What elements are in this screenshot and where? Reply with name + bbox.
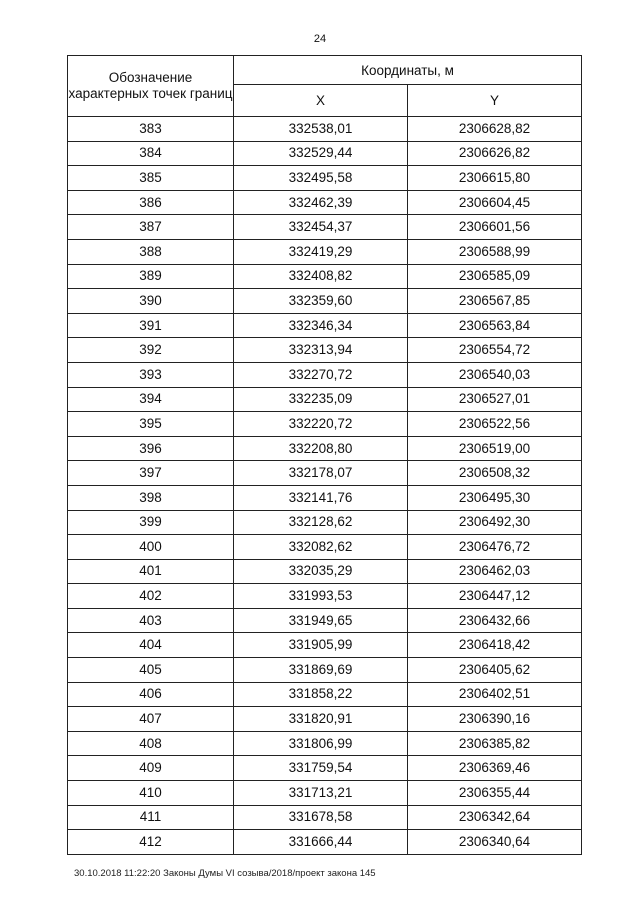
y-cell: 2306342,64 bbox=[408, 805, 582, 830]
table-row bbox=[68, 805, 582, 830]
x-cell: 332220,72 bbox=[234, 412, 408, 437]
point-cell: 391 bbox=[68, 313, 234, 338]
y-cell: 2306554,72 bbox=[408, 338, 582, 363]
point-cell: 412 bbox=[68, 830, 234, 855]
y-cell: 2306527,01 bbox=[408, 387, 582, 412]
table-row bbox=[68, 485, 582, 510]
point-cell: 398 bbox=[68, 485, 234, 510]
point-cell: 400 bbox=[68, 535, 234, 560]
table-row bbox=[68, 559, 582, 584]
table-row bbox=[68, 707, 582, 732]
table-row bbox=[68, 633, 582, 658]
point-cell: 407 bbox=[68, 707, 234, 732]
y-cell: 2306476,72 bbox=[408, 535, 582, 560]
table-row bbox=[68, 141, 582, 166]
y-cell: 2306519,00 bbox=[408, 436, 582, 461]
x-cell: 332178,07 bbox=[234, 461, 408, 486]
table-row bbox=[68, 658, 582, 683]
table-row bbox=[68, 190, 582, 215]
point-cell: 386 bbox=[68, 190, 234, 215]
x-cell: 331678,58 bbox=[234, 805, 408, 830]
y-cell: 2306462,03 bbox=[408, 559, 582, 584]
y-cell: 2306588,99 bbox=[408, 239, 582, 264]
table-row bbox=[68, 436, 582, 461]
point-cell: 389 bbox=[68, 264, 234, 289]
point-cell: 387 bbox=[68, 215, 234, 240]
y-cell: 2306418,42 bbox=[408, 633, 582, 658]
table-row bbox=[68, 313, 582, 338]
x-cell: 332141,76 bbox=[234, 485, 408, 510]
x-cell: 331869,69 bbox=[234, 658, 408, 683]
table-row bbox=[68, 756, 582, 781]
point-cell: 396 bbox=[68, 436, 234, 461]
point-cell: 388 bbox=[68, 239, 234, 264]
y-cell: 2306567,85 bbox=[408, 289, 582, 314]
point-cell: 405 bbox=[68, 658, 234, 683]
point-cell: 395 bbox=[68, 412, 234, 437]
x-cell: 332082,62 bbox=[234, 535, 408, 560]
table-row bbox=[68, 387, 582, 412]
table-row bbox=[68, 362, 582, 387]
y-cell: 2306540,03 bbox=[408, 362, 582, 387]
point-cell: 406 bbox=[68, 682, 234, 707]
point-cell: 384 bbox=[68, 141, 234, 166]
y-cell: 2306585,09 bbox=[408, 264, 582, 289]
page-number: 24 bbox=[313, 33, 327, 45]
table-row bbox=[68, 535, 582, 560]
x-cell: 332495,58 bbox=[234, 166, 408, 191]
x-cell: 331820,91 bbox=[234, 707, 408, 732]
x-cell: 331759,54 bbox=[234, 756, 408, 781]
table-row bbox=[68, 412, 582, 437]
point-cell: 397 bbox=[68, 461, 234, 486]
x-cell: 332359,60 bbox=[234, 289, 408, 314]
point-cell: 409 bbox=[68, 756, 234, 781]
y-cell: 2306492,30 bbox=[408, 510, 582, 535]
point-cell: 399 bbox=[68, 510, 234, 535]
table-row bbox=[68, 239, 582, 264]
x-cell: 332313,94 bbox=[234, 338, 408, 363]
table-row bbox=[68, 461, 582, 486]
point-cell: 402 bbox=[68, 584, 234, 609]
y-cell: 2306604,45 bbox=[408, 190, 582, 215]
x-cell: 332270,72 bbox=[234, 362, 408, 387]
x-cell: 332419,29 bbox=[234, 239, 408, 264]
point-cell: 401 bbox=[68, 559, 234, 584]
x-cell: 331666,44 bbox=[234, 830, 408, 855]
x-cell: 332346,34 bbox=[234, 313, 408, 338]
x-cell: 332208,80 bbox=[234, 436, 408, 461]
point-cell: 403 bbox=[68, 608, 234, 633]
point-cell: 410 bbox=[68, 781, 234, 806]
x-cell: 332462,39 bbox=[234, 190, 408, 215]
x-cell: 332035,29 bbox=[234, 559, 408, 584]
x-cell: 332529,44 bbox=[234, 141, 408, 166]
y-cell: 2306447,12 bbox=[408, 584, 582, 609]
y-cell: 2306385,82 bbox=[408, 731, 582, 756]
point-cell: 390 bbox=[68, 289, 234, 314]
table-row bbox=[68, 781, 582, 806]
table-row bbox=[68, 608, 582, 633]
table-row bbox=[68, 731, 582, 756]
table-row bbox=[68, 682, 582, 707]
y-cell: 2306402,51 bbox=[408, 682, 582, 707]
x-cell: 332408,82 bbox=[234, 264, 408, 289]
y-cell: 2306615,80 bbox=[408, 166, 582, 191]
y-cell: 2306626,82 bbox=[408, 141, 582, 166]
y-header: Y bbox=[408, 85, 582, 117]
table-body bbox=[68, 117, 582, 855]
point-cell: 385 bbox=[68, 166, 234, 191]
y-cell: 2306369,46 bbox=[408, 756, 582, 781]
point-cell: 383 bbox=[68, 117, 234, 142]
x-cell: 331713,21 bbox=[234, 781, 408, 806]
x-cell: 332538,01 bbox=[234, 117, 408, 142]
table-row bbox=[68, 117, 582, 142]
y-cell: 2306563,84 bbox=[408, 313, 582, 338]
y-cell: 2306432,66 bbox=[408, 608, 582, 633]
y-cell: 2306601,56 bbox=[408, 215, 582, 240]
point-cell: 411 bbox=[68, 805, 234, 830]
x-cell: 332128,62 bbox=[234, 510, 408, 535]
table-row bbox=[68, 264, 582, 289]
table-row bbox=[68, 830, 582, 855]
y-cell: 2306628,82 bbox=[408, 117, 582, 142]
y-cell: 2306340,64 bbox=[408, 830, 582, 855]
table-row bbox=[68, 584, 582, 609]
y-cell: 2306495,30 bbox=[408, 485, 582, 510]
y-cell: 2306522,56 bbox=[408, 412, 582, 437]
point-cell: 404 bbox=[68, 633, 234, 658]
table-row bbox=[68, 289, 582, 314]
x-cell: 331806,99 bbox=[234, 731, 408, 756]
y-cell: 2306355,44 bbox=[408, 781, 582, 806]
x-cell: 331905,99 bbox=[234, 633, 408, 658]
point-cell: 394 bbox=[68, 387, 234, 412]
x-cell: 332235,09 bbox=[234, 387, 408, 412]
coordinates-header: Координаты, м bbox=[234, 56, 582, 85]
table-row bbox=[68, 338, 582, 363]
table-row bbox=[68, 166, 582, 191]
y-cell: 2306390,16 bbox=[408, 707, 582, 732]
x-cell: 332454,37 bbox=[234, 215, 408, 240]
table-row bbox=[68, 215, 582, 240]
x-cell: 331949,65 bbox=[234, 608, 408, 633]
designation-header: Обозначение характерных точек границ bbox=[68, 56, 234, 117]
point-cell: 393 bbox=[68, 362, 234, 387]
point-cell: 392 bbox=[68, 338, 234, 363]
table-row bbox=[68, 510, 582, 535]
point-cell: 408 bbox=[68, 731, 234, 756]
x-header: X bbox=[234, 85, 408, 117]
x-cell: 331993,53 bbox=[234, 584, 408, 609]
x-cell: 331858,22 bbox=[234, 682, 408, 707]
y-cell: 2306508,32 bbox=[408, 461, 582, 486]
y-cell: 2306405,62 bbox=[408, 658, 582, 683]
document-footer: 30.10.2018 11:22:20 Законы Думы VI созыва/2018/проект закона 145 bbox=[74, 868, 376, 879]
coordinates-table bbox=[67, 55, 582, 855]
